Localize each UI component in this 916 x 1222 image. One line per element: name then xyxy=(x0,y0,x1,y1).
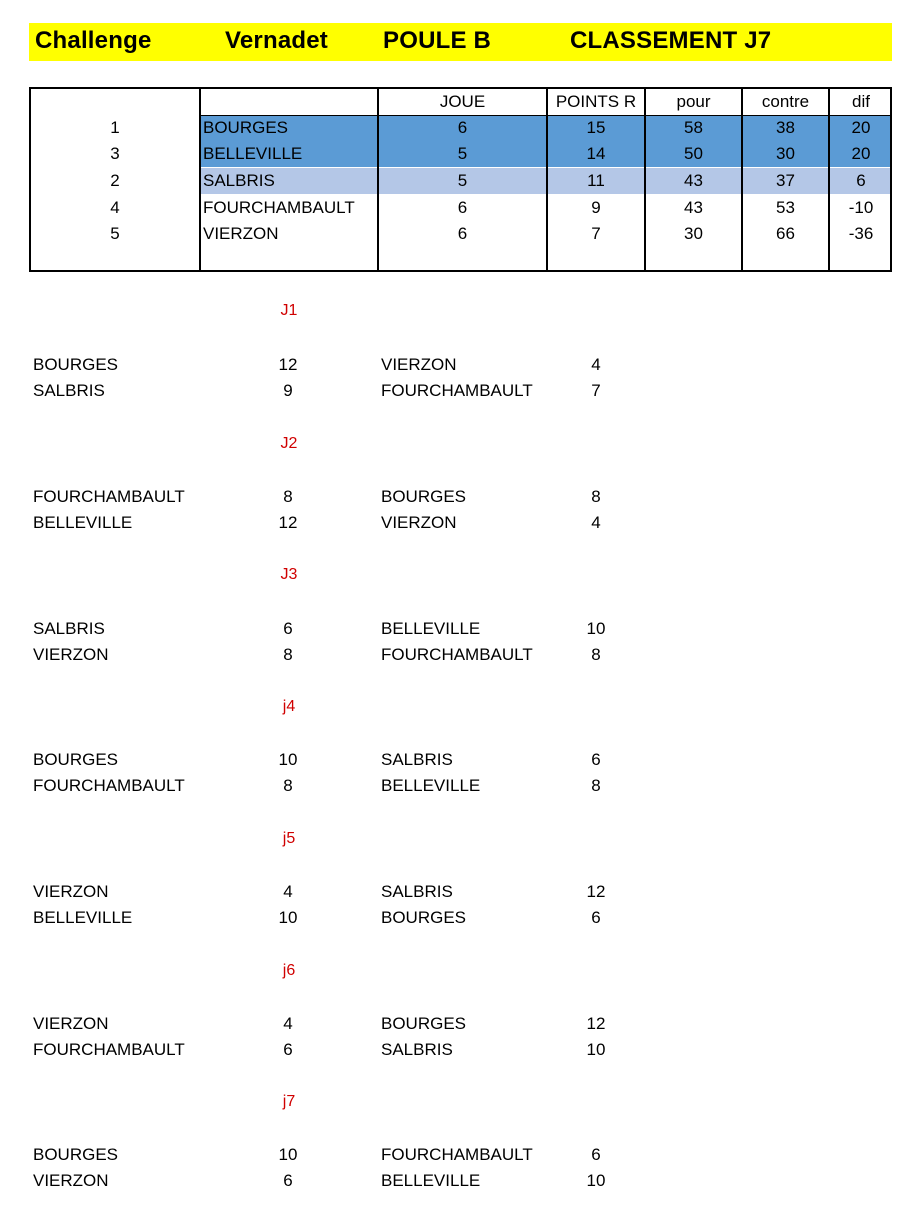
round-label: J1 xyxy=(280,302,298,319)
match-away-team: FOURCHAMBAULT xyxy=(381,645,533,664)
team-cell: BOURGES xyxy=(203,118,289,137)
round-label: j7 xyxy=(282,1093,296,1110)
match-away-score: 8 xyxy=(591,776,601,795)
match-away-score: 10 xyxy=(586,1171,606,1190)
match-away-score: 6 xyxy=(591,908,601,927)
dif-cell: -36 xyxy=(848,224,874,243)
match-home-score: 8 xyxy=(283,776,293,795)
title-poule: POULE B xyxy=(383,27,492,54)
rank-cell: 4 xyxy=(110,198,120,217)
match-away-score: 12 xyxy=(586,882,606,901)
round-label: J3 xyxy=(280,566,298,583)
match-home-team: BOURGES xyxy=(33,1145,119,1164)
match-away-team: VIERZON xyxy=(381,513,457,532)
match-away-team: SALBRIS xyxy=(381,750,453,769)
match-away-score: 10 xyxy=(586,1040,606,1059)
pour-cell: 43 xyxy=(684,198,703,217)
match-away-team: BOURGES xyxy=(381,487,467,506)
header-points: POINTS R xyxy=(555,92,637,111)
joue-cell: 6 xyxy=(457,198,468,217)
match-away-team: BOURGES xyxy=(381,908,467,927)
title-classement: CLASSEMENT J7 xyxy=(570,27,772,54)
match-away-team: BELLEVILLE xyxy=(381,619,481,638)
match-home-score: 8 xyxy=(283,645,293,664)
round-label: j6 xyxy=(282,962,296,979)
header-contre: contre xyxy=(761,92,810,111)
title-bar xyxy=(29,23,892,61)
pour-cell: 30 xyxy=(684,224,703,243)
match-away-score: 4 xyxy=(591,513,601,532)
match-away-team: BELLEVILLE xyxy=(381,776,481,795)
match-home-team: VIERZON xyxy=(33,1014,109,1033)
match-away-team: VIERZON xyxy=(381,355,457,374)
team-cell: BELLEVILLE xyxy=(203,144,303,163)
rank-cell: 2 xyxy=(110,171,120,190)
title-name: Vernadet xyxy=(225,27,328,54)
match-home-score: 6 xyxy=(283,1040,293,1059)
dif-cell: 6 xyxy=(856,171,866,190)
match-home-team: SALBRIS xyxy=(33,381,105,400)
match-home-score: 4 xyxy=(283,882,293,901)
match-away-team: SALBRIS xyxy=(381,1040,453,1059)
match-home-score: 10 xyxy=(278,750,298,769)
points-cell: 14 xyxy=(586,144,606,163)
points-cell: 11 xyxy=(587,171,605,190)
pour-cell: 50 xyxy=(684,144,703,163)
header-joue: JOUE xyxy=(439,92,486,111)
team-cell: FOURCHAMBAULT xyxy=(203,198,355,217)
match-home-team: BELLEVILLE xyxy=(33,513,133,532)
dif-cell: -10 xyxy=(848,198,874,217)
match-away-score: 10 xyxy=(586,619,606,638)
standings-table xyxy=(29,87,892,272)
match-home-team: FOURCHAMBAULT xyxy=(33,1040,185,1059)
rank-cell: 1 xyxy=(110,118,120,137)
rank-cell: 5 xyxy=(110,224,120,243)
round-label: j5 xyxy=(282,830,296,847)
joue-cell: 5 xyxy=(457,171,468,190)
match-home-score: 6 xyxy=(283,619,293,638)
points-cell: 7 xyxy=(591,224,601,243)
match-home-team: VIERZON xyxy=(33,1171,109,1190)
match-home-team: VIERZON xyxy=(33,882,109,901)
header-pour: pour xyxy=(676,92,711,111)
joue-cell: 6 xyxy=(457,224,468,243)
round-label: j4 xyxy=(282,698,296,715)
match-home-team: FOURCHAMBAULT xyxy=(33,487,185,506)
match-away-score: 4 xyxy=(591,355,601,374)
dif-cell: 20 xyxy=(851,118,871,137)
contre-cell: 53 xyxy=(776,198,795,217)
pour-cell: 58 xyxy=(684,118,703,137)
joue-cell: 6 xyxy=(457,118,468,137)
match-home-score: 12 xyxy=(278,355,298,374)
match-home-score: 6 xyxy=(283,1171,293,1190)
match-home-score: 8 xyxy=(283,487,293,506)
pour-cell: 43 xyxy=(684,171,703,190)
match-home-score: 4 xyxy=(283,1014,293,1033)
points-cell: 9 xyxy=(591,198,601,217)
contre-cell: 37 xyxy=(776,171,795,190)
match-away-team: FOURCHAMBAULT xyxy=(381,1145,533,1164)
match-away-team: BELLEVILLE xyxy=(381,1171,481,1190)
match-away-score: 6 xyxy=(591,750,601,769)
dif-cell: 20 xyxy=(851,144,871,163)
match-away-team: FOURCHAMBAULT xyxy=(381,381,533,400)
match-home-team: BOURGES xyxy=(33,750,119,769)
match-away-score: 7 xyxy=(591,381,601,400)
header-dif: dif xyxy=(852,92,870,111)
match-home-team: FOURCHAMBAULT xyxy=(33,776,185,795)
match-home-score: 12 xyxy=(278,513,298,532)
title-challenge: Challenge xyxy=(35,27,152,54)
match-away-team: BOURGES xyxy=(381,1014,467,1033)
contre-cell: 66 xyxy=(776,224,795,243)
points-cell: 15 xyxy=(586,118,606,137)
match-away-score: 6 xyxy=(591,1145,601,1164)
match-home-team: SALBRIS xyxy=(33,619,105,638)
team-cell: VIERZON xyxy=(203,224,279,243)
round-label: J2 xyxy=(280,435,298,452)
contre-cell: 38 xyxy=(776,118,795,137)
match-home-team: VIERZON xyxy=(33,645,109,664)
match-home-team: BOURGES xyxy=(33,355,119,374)
rank-cell: 3 xyxy=(110,144,120,163)
match-away-team: SALBRIS xyxy=(381,882,453,901)
joue-cell: 5 xyxy=(457,144,468,163)
match-away-score: 8 xyxy=(591,487,601,506)
match-away-score: 12 xyxy=(586,1014,606,1033)
match-home-score: 10 xyxy=(278,908,298,927)
contre-cell: 30 xyxy=(776,144,795,163)
match-home-team: BELLEVILLE xyxy=(33,908,133,927)
match-home-score: 10 xyxy=(278,1145,298,1164)
team-cell: SALBRIS xyxy=(203,171,275,190)
match-away-score: 8 xyxy=(591,645,601,664)
match-home-score: 9 xyxy=(283,381,293,400)
col-divider xyxy=(199,89,201,270)
